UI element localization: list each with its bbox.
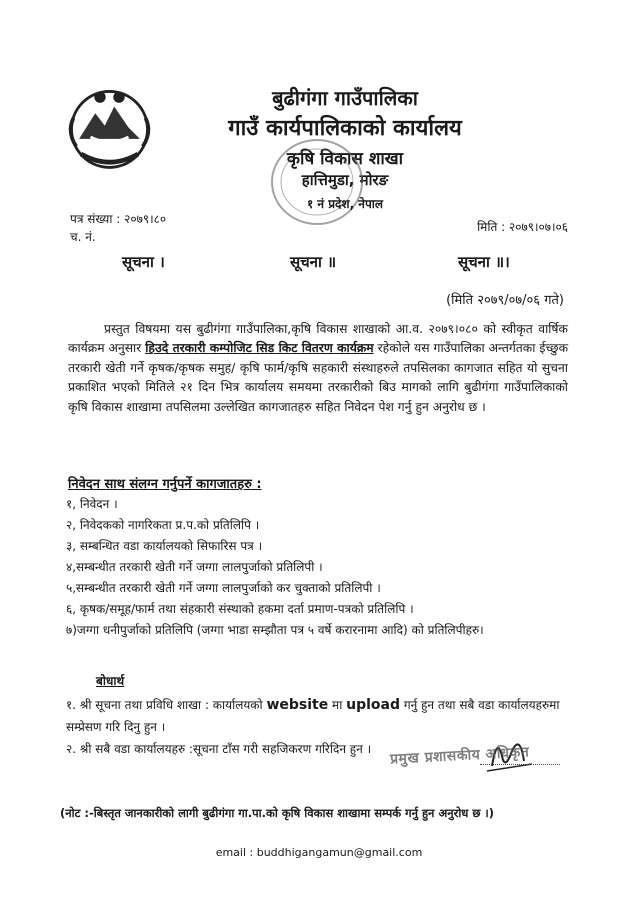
province-line: १ नं प्रदेश, नेपाल [306,197,384,211]
municipality-name: बुढीगंगा गाउँपालिका [272,86,418,110]
notice-paragraph [68,320,568,417]
list-item: ६, कृषक/समूह/फार्म तथा संहकारी संस्थाको हकमा दर्ता प्रमाण-पत्रको प्रतिलिपि । [66,602,414,616]
program-name: हिउदे तरकारी कम्पोजिट सिड किट वितरण कार्यक्रम [145,341,374,356]
bodharth-item-1: १. श्री सूचना तथा प्रविधि शाखा : कार्यालयको website मा upload गर्नु हुन तथा सबै वडा कार्यालयहरुमा सम्प्रेसण गरि दिनु हुन । [66,697,560,734]
letter-date: मिति : २०७९।०७।०६ [477,220,568,234]
list-item: ७)जग्गा धनीपुर्जाको प्रतिलिपि (जग्गा भाडा सम्झौता पत्र ५ वर्षे करारनामा आदि) को प्रतिलिपीहरु। [66,623,484,637]
officer-stamp: प्रमुख प्रशासकीय अधिकृत [389,744,530,768]
list-item: १, निवेदन । [66,497,118,511]
office-seal-stamp [262,132,372,232]
bodharth-item-2: २. श्री सबै वडा कार्यालयहरु :सूचना टाँस गरी सहजिकरण गरिदिन हुन । [66,742,372,756]
notice-date: (मिति २०७९/०७/०६ गते) [446,293,564,308]
office-place: हात्तिमुडा, मोरङ [301,171,389,189]
signature-line [480,764,560,765]
notice-title-3: सूचना ॥। [458,253,510,271]
list-item: ४,सम्बन्धीत तरकारी खेती गर्ने जग्गा लालपुर्जाको प्रतिलिपी । [66,560,323,574]
branch-name: कृषि विकास शाखा [286,149,404,169]
email-contact: email : buddhigangamun@gmail.com [215,846,423,859]
reference-number: पत्र संख्या : २०७९।८० [70,212,167,226]
notice-title-1: सूचना । [122,253,165,271]
notice-title-2: सूचना ॥ [290,253,337,271]
documents-heading: निवेदन साथ संलग्न गर्नुपर्ने कागजातहरु : [68,477,262,492]
list-item: ३, सम्बन्धित वडा कार्यालयको सिफारिस पत्र । [66,539,263,553]
nepal-emblem-icon [62,80,157,175]
documents-list [66,494,576,641]
list-item: ५,सम्बन्धीत तरकारी खेती गर्ने जग्गा लालपुर्जाको कर चुक्ताको प्रतिलिपी । [66,581,381,595]
list-item: २, निवेदकको नागरिकता प्र.प.को प्रतिलिपि । [66,518,260,532]
dispatch-number: च. नं. [70,230,96,244]
paragraph-part2: रहेकोले यस गाउँपालिका अन्तर्गतका ईच्छुक तरकारी खेती गर्ने कृषक/कृषक समुह/ कृषि फार्म/कृषि सहकारी संस्थाहरुले तपसिलका कागजात सहित यो सुचना प्रकाशित भएको मितिले २१ दिन भित्र कार्यालय समयमा तरकारीको बिउ मागको लागि बुढीगंगा गाउँपालिकाको कृषि विकास शाखामा तपसिलमा उल्लेखित कागजातहरु सहित निवेदन पेश गर्नु हुन अनुरोध छ । [68,341,569,414]
office-name: गाउँ कार्यपालिकाको कार्यालय [228,116,462,141]
bodharth-heading: बोधार्थ [96,674,125,688]
note-text: (नोट :-बिस्तृत जानकारीको लागी बुढीगंगा गा.पा.को कृषि विकास शाखामा सम्पर्क गर्नु हुन अनुरोध छ ।) [60,806,495,820]
paragraph-part1: प्रस्तुत विषयमा यस बुढीगंगा गाउँपालिका,कृषि विकास शाखाको आ.व. २०७९।०८० को स्वीकृत वार्षिक कार्यक्रम अनुसार [68,322,568,356]
